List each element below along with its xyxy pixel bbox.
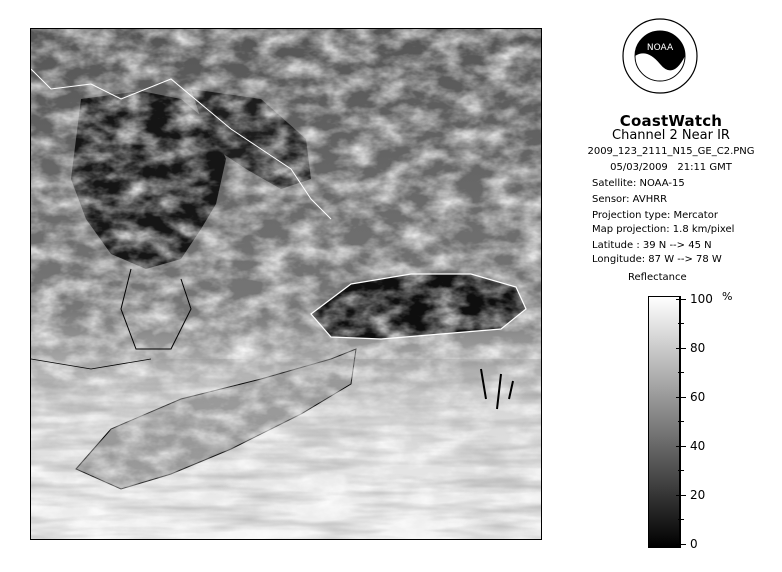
logo-center-text: NOAA (646, 43, 674, 53)
satellite-map (31, 29, 542, 540)
colorbar-tick-minor (678, 323, 684, 324)
colorbar-tick-label: 0 (690, 537, 698, 551)
noaa-logo (622, 18, 698, 94)
colorbar-tick-label: 40 (690, 439, 706, 453)
channel-label: Channel 2 Near IR (612, 128, 730, 143)
legend-unit: % (722, 290, 733, 303)
longitude-label: Longitude: 87 W --> 78 W (592, 254, 722, 265)
colorbar-tick-label: 60 (690, 390, 706, 404)
time-value: 21:11 GMT (677, 162, 732, 173)
colorbar-tick-major (676, 348, 686, 349)
colorbar-tick-major (676, 544, 686, 545)
colorbar-tick-minor (678, 372, 684, 373)
satellite-label: Satellite: NOAA-15 (592, 178, 685, 189)
colorbar-tick-major (676, 397, 686, 398)
colorbar-axis (680, 296, 681, 548)
colorbar-tick-minor (678, 421, 684, 422)
colorbar-tick-label: 80 (690, 341, 706, 355)
colorbar-tick-minor (678, 519, 684, 520)
satellite-image (30, 28, 542, 540)
colorbar-tick-label: 20 (690, 488, 706, 502)
reflectance-colorbar (648, 296, 680, 548)
file-name: 2009_123_2111_N15_GE_C2.PNG (587, 146, 755, 157)
legend-title: Reflectance (628, 272, 687, 283)
colorbar-tick-label: 100 (690, 292, 713, 306)
app-title: CoastWatch (619, 112, 723, 130)
colorbar-tick-major (676, 299, 686, 300)
date-time (560, 162, 782, 173)
colorbar-tick-major (676, 446, 686, 447)
sensor-label: Sensor: AVHRR (592, 194, 668, 205)
date-value: 05/03/2009 (610, 162, 668, 173)
map-projection-label: Map projection: 1.8 km/pixel (592, 224, 735, 235)
colorbar-tick-minor (678, 470, 684, 471)
colorbar-tick-major (676, 495, 686, 496)
projection-type-label: Projection type: Mercator (592, 210, 718, 221)
latitude-label: Latitude : 39 N --> 45 N (592, 240, 712, 251)
